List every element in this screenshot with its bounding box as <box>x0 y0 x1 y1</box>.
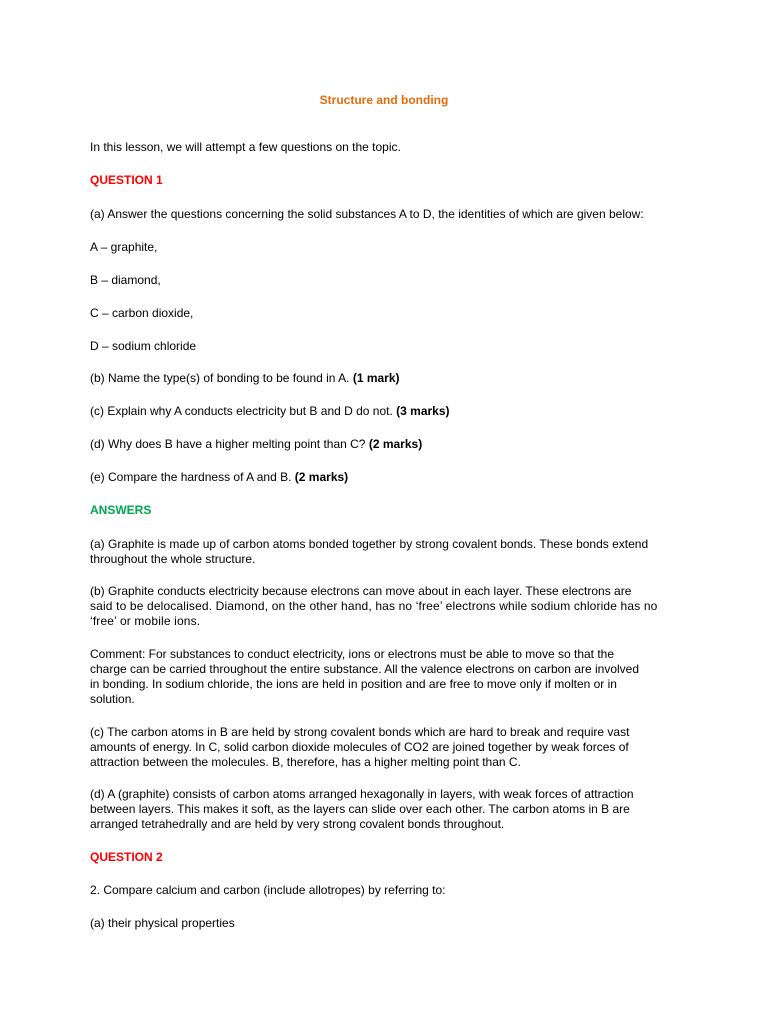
answer-d-line-2: between layers. This makes it soft, as the layers can slide over each other. The carbon atoms in B are <box>90 802 630 816</box>
document-title: Structure and bonding <box>319 93 449 107</box>
substance-item-c: C – carbon dioxide, <box>90 306 194 320</box>
question-2-heading: QUESTION 2 <box>90 850 163 864</box>
substance-item-d: D – sodium chloride <box>90 339 197 353</box>
answers-heading: ANSWERS <box>90 503 152 517</box>
substance-item-b: B – diamond, <box>90 273 161 287</box>
answer-c-line-1: (c) The carbon atoms in B are held by strong covalent bonds which are hard to break and require vast <box>90 725 630 739</box>
question-1b <box>90 371 690 386</box>
question-1e-text: (e) Compare the hardness of A and B. <box>90 470 295 484</box>
question-1e-marks: (2 marks) <box>294 470 349 484</box>
answer-c-line-3: attraction between the molecules. B, therefore, has a higher melting point than C. <box>90 755 521 769</box>
comment-line-3: in bonding. In sodium chloride, the ions are held in position and are free to move only if molten or in <box>90 677 617 691</box>
question-1a-text: (a) Answer the questions concerning the solid substances A to D, the identities of which are given below: <box>90 207 644 221</box>
answer-a-line-1: (a) Graphite is made up of carbon atoms bonded together by strong covalent bonds. These bonds extend <box>90 537 649 551</box>
comment-line-4: solution. <box>90 692 135 706</box>
answer-a-line-2: throughout the whole structure. <box>90 552 256 566</box>
question-1b-text: (b) Name the type(s) of bonding to be found in A. <box>90 371 353 385</box>
answer-b-line-1: (b) Graphite conducts electricity because electrons can move about in each layer. These electrons are <box>90 584 632 598</box>
answer-c-line-2: amounts of energy. In C, solid carbon dioxide molecules of CO2 are joined together by weak forces of <box>90 740 629 754</box>
question-2a-text: (a) their physical properties <box>90 916 235 930</box>
question-2-prompt: 2. Compare calcium and carbon (include allotropes) by referring to: <box>90 883 446 897</box>
question-1-heading: QUESTION 1 <box>90 173 163 187</box>
substance-item-a: A – graphite, <box>90 240 158 254</box>
question-1b-marks: (1 mark) <box>352 371 400 385</box>
answer-b-line-3: ‘free’ or mobile ions. <box>90 614 201 628</box>
question-1c <box>90 404 690 419</box>
question-1d <box>90 437 690 452</box>
question-1c-marks: (3 marks) <box>396 404 450 418</box>
question-1d-marks: (2 marks) <box>368 437 423 451</box>
comment-line-2: charge can be carried throughout the entire substance. All the valence electrons on carbon are involved <box>90 662 640 676</box>
question-1d-text: (d) Why does B have a higher melting point than C? <box>90 437 369 451</box>
question-1c-text: (c) Explain why A conducts electricity but B and D do not. <box>90 404 397 418</box>
comment-line-1: Comment: For substances to conduct electricity, ions or electrons must be able to move so that the <box>90 647 615 661</box>
answer-d-line-3: arranged tetrahedrally and are held by very strong covalent bonds throughout. <box>90 817 505 831</box>
answer-b-line-2: said to be delocalised. Diamond, on the other hand, has no ‘free’ electrons while sodium chloride has no <box>90 599 658 613</box>
question-1e <box>90 470 690 485</box>
answer-d-line-1: (d) A (graphite) consists of carbon atoms arranged hexagonally in layers, with weak forces of attraction <box>90 787 634 801</box>
intro-text: In this lesson, we will attempt a few questions on the topic. <box>90 140 401 154</box>
